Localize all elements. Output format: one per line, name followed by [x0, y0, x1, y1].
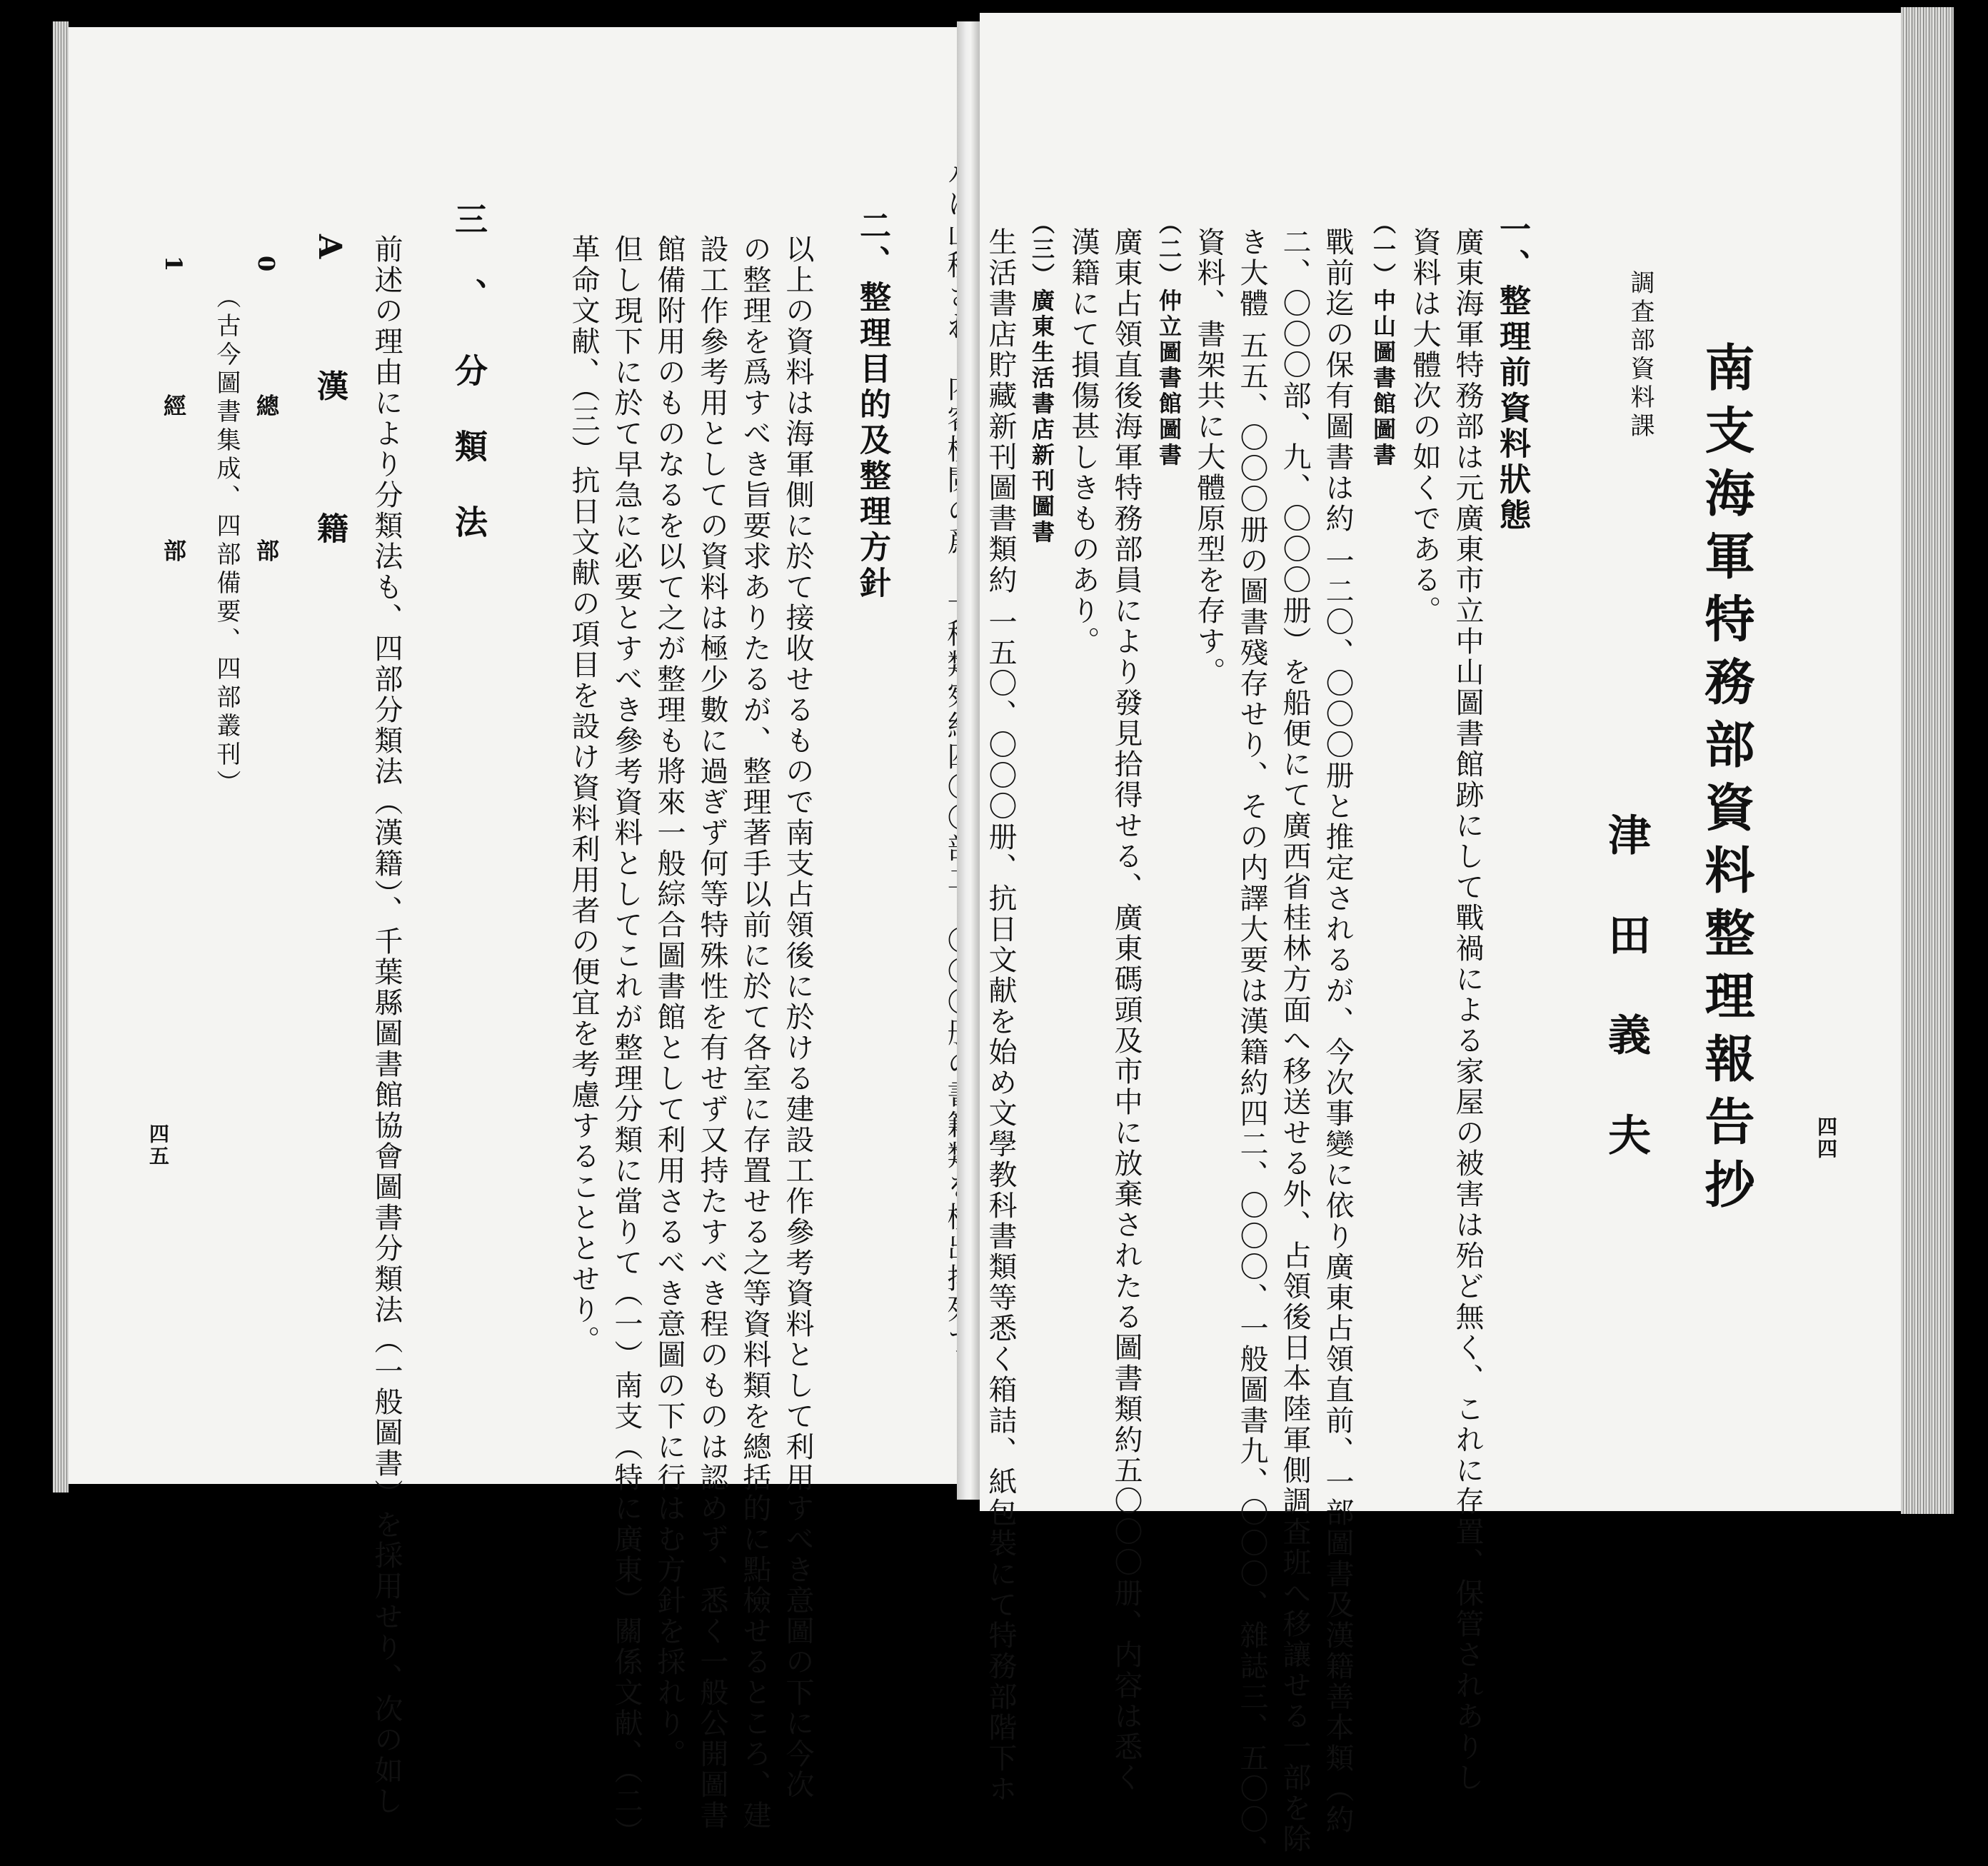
section-1-heading: 一、整理前資料狀態: [1494, 213, 1530, 534]
paragraph-line: 漢籍にて損傷甚しきものあり。: [1067, 227, 1100, 657]
author-department: 調査部資料課: [1626, 270, 1655, 441]
paragraph-line: 廣東占領直後海軍特務部員により發見拾得せる、廣東碼頭及市中に放棄されたる圖書類約五〇〇〇册、内容は悉く: [1110, 227, 1143, 1793]
author-name: 津田義夫: [1601, 813, 1651, 1213]
page-edge-right: [1901, 7, 1954, 1514]
paragraph-line: 以上の資料は海軍側に於て接收せるもので南支占領後に於ける建設工作參考資料として利用すべき意圖の下に今次: [781, 234, 814, 1800]
paragraph-line: 資料は大體次の如くである。: [1408, 227, 1441, 626]
section-2-heading: 二、整理目的及整理方針: [854, 209, 890, 602]
paragraph-line: 二、〇〇〇部、九、〇〇〇册）を船便にて廣西省桂林方面へ移送せる外、占領後日本陸軍側調査班へ移讓せる一部を除: [1278, 227, 1311, 1855]
paragraph-line: の整理を爲すべき旨要求ありたるが、整理著手以前に於て各室に存置せる之等資料類を總括的に點檢せるところ、建: [738, 234, 771, 1831]
paragraph-line: 戰前迄の保有圖書は約 一二〇、〇〇〇册と推定されるが、今次事變に依り廣東占領直前、一部圖書及漢籍善本類（約: [1321, 227, 1354, 1835]
paragraph-line: 革命文献、（三）抗日文献の項目を設け資料利用者の便宜を考慮することとせり。: [567, 234, 600, 1356]
paragraph-line: 生活書店貯藏新刊圖書類約 一五〇、〇〇〇册、抗日文献を始め文學教科書類等悉く箱詰、紙包裝にて特務部階下ホ: [984, 227, 1017, 1805]
sub-2-heading: （二）仲立圖書館圖書: [1155, 211, 1183, 468]
left-page: [69, 27, 957, 1847]
paragraph-line: 廣東海軍特務部は元廣東市立中山圖書館跡にして戰禍による家屋の被害は殆ど無く、これに存置、保管されありし: [1451, 227, 1484, 1793]
sub-3-heading: （三）廣東生活書店新刊圖書: [1028, 211, 1055, 546]
paragraph-line: 資料、書架共に大體原型を存す。: [1193, 227, 1225, 688]
book-gutter: [957, 21, 980, 1500]
class-1-keibu: 1 經 部: [160, 256, 187, 619]
paragraph-line: 館備附用のものなるを以て之が整理も將來一般綜合圖書館として利用さるべき意圖の下に行はむ方針を採れり。: [653, 234, 686, 1770]
page-number-right: 四四: [1814, 1116, 1838, 1160]
document-title: 南支海軍特務部資料整理報告抄: [1697, 341, 1755, 1221]
paragraph-line: 但し現下に於て早急に必要とすべき參考資料としてこれが整理分類に當りて（一）南支（特に廣東）關係文献、（二）: [610, 234, 643, 1847]
paragraph-line: 前述の理由により分類法も、四部分類法（漢籍）、千葉縣圖書館協會圖書分類法（一般圖書）を採用せり、次の如し: [370, 234, 403, 1817]
class-a-kanseki: A 漢 籍: [311, 234, 348, 593]
class-0-soubu: 0 總 部: [253, 256, 280, 619]
page-number-left: 四五: [146, 1123, 170, 1168]
section-3-heading: 三、分類法: [450, 202, 488, 581]
paragraph-line: き大體 五五、〇〇〇册の圖書殘存せり、その内譯大要は漢籍約四二、〇〇〇、一般圖書九、〇〇〇、雜誌三、五〇〇、: [1235, 227, 1268, 1866]
class-0-note: （古今圖書集成、四部備要、四部叢刊）: [212, 284, 241, 798]
sub-1-heading: （一）中山圖書館圖書: [1370, 211, 1397, 468]
right-page: [980, 13, 1901, 1866]
page-edge-left: [53, 21, 69, 1493]
paragraph-line: 設工作參考用としての資料は極少數に過ぎず何等特殊性を有せず又持たすべき程のものは認めず、悉く一般公開圖書: [696, 234, 728, 1831]
